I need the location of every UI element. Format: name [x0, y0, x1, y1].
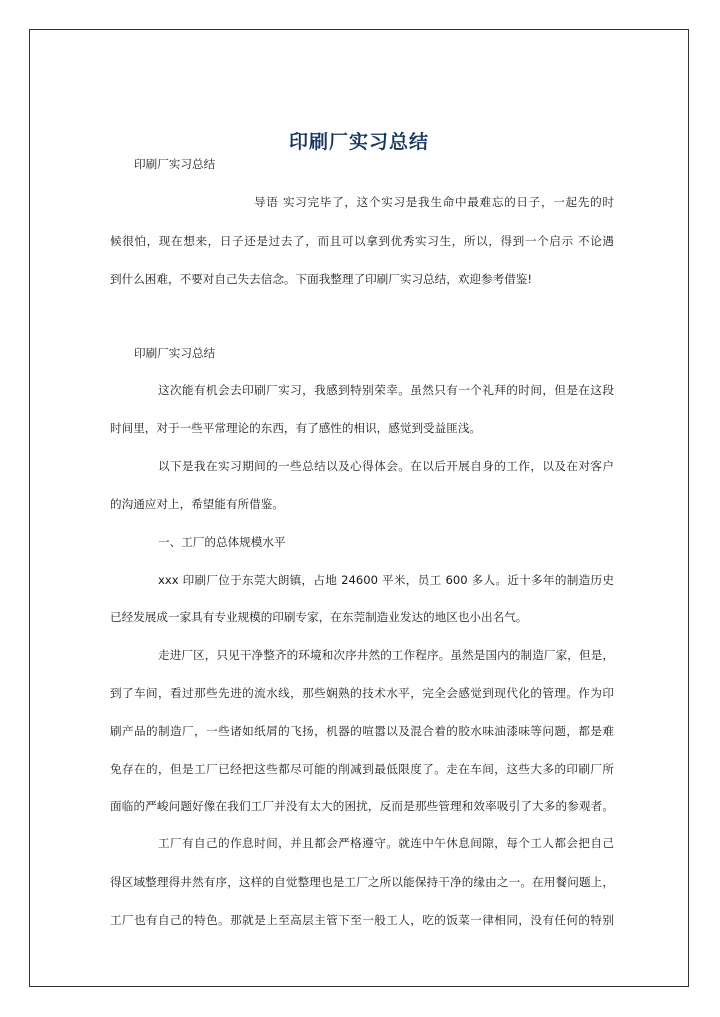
section-heading: 印刷厂实习总结 [134, 346, 216, 360]
body-line: 工厂也有自己的特色。那就是上至高层主管下至一般工人，吃的饭菜一律相同，没有任何的特别 [110, 913, 614, 927]
body-line: 得区域整理得井然有序，这样的自觉整理也是工厂之所以能保持干净的缘由之一。在用餐问题上， [110, 875, 614, 889]
body-line: 已经发展成一家具有专业规模的印刷专家，在东莞制造业发达的地区也小出名气。 [110, 610, 528, 624]
body-line: 面临的严峻问题好像在我们工厂并没有太大的困扰，反而是那些管理和效率吸引了大多的参观者。 [110, 799, 614, 813]
intro-line: 导语 实习完毕了，这个实习是我生命中最难忘的日子，一起先的时 [254, 195, 614, 209]
body-line: 免存在的，但是工厂已经把这些都尽可能的削减到最低限度了。走在车间，这些大多的印刷厂所 [110, 762, 614, 776]
body-line: 以下是我在实习期间的一些总结以及心得体会。在以后开展自身的工作，以及在对客户 [158, 459, 614, 473]
subtitle-line: 印刷厂实习总结 [134, 157, 216, 171]
intro-line: 到什么困难，不要对自己失去信念。下面我整理了印刷厂实习总结，欢迎参考借鉴! [110, 272, 533, 286]
intro-line: 候很怕，现在想来，日子还是过去了，而且可以拿到优秀实习生，所以，得到一个启示 不论遇 [110, 234, 614, 248]
body-line: 的沟通应对上，希望能有所借鉴。 [110, 497, 284, 511]
body-line: 到了车间，看过那些先进的流水线，那些娴熟的技术水平，完全会感觉到现代化的管理。作为印 [110, 686, 614, 700]
body-line: 刷产品的制造厂，一些诸如纸屑的飞扬，机器的喧嚣以及混合着的胶水味油漆味等问题，都是难 [110, 724, 614, 738]
body-line: 工厂有自己的作息时间，并且都会严格遵守。就连中午休息间隙，每个工人都会把自己 [158, 836, 614, 850]
section-heading: 一、工厂的总体规模水平 [158, 535, 286, 549]
body-line: 时间里，对于一些平常理论的东西，有了感性的相识，感觉到受益匪浅。 [110, 421, 482, 435]
body-line: 走进厂区，只见干净整齐的环境和次序井然的工作程序。虽然是国内的制造厂家，但是， [158, 648, 614, 662]
body-line: 这次能有机会去印刷厂实习，我感到特别荣幸。虽然只有一个礼拜的时间，但是在这段 [158, 383, 614, 397]
document-title: 印刷厂实习总结 [288, 131, 429, 153]
document-page [29, 29, 689, 987]
body-line: xxx 印刷厂位于东莞大朗镇，占地 24600 平米，员工 600 多人。近十多年的制造历史 [158, 573, 614, 587]
